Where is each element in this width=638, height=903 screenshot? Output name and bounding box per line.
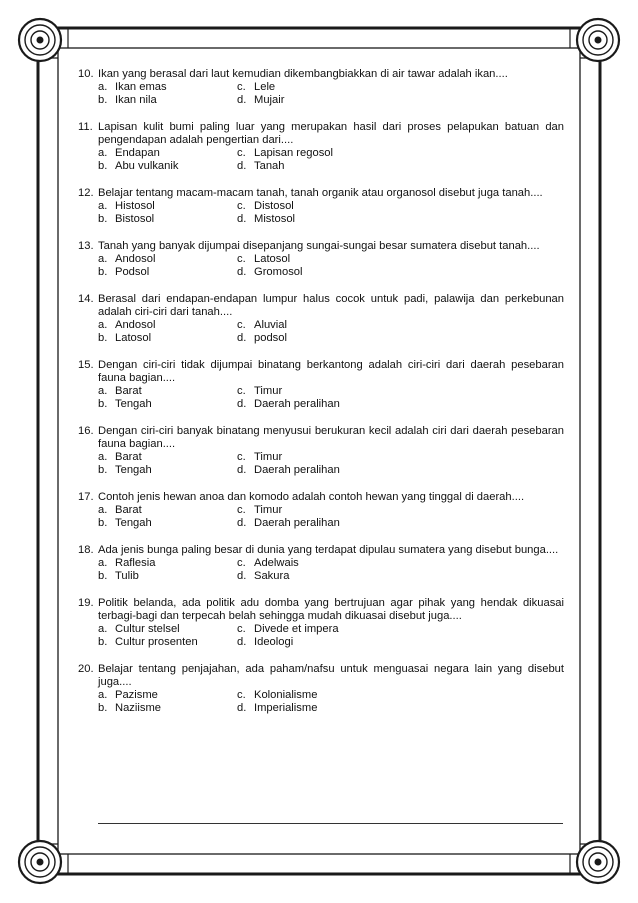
option-text: Abu vulkanik <box>115 160 179 172</box>
answer-options <box>98 451 564 477</box>
question-text: Ada jenis bunga paling besar di dunia yang terdapat dipulau sumatera yang disebut bunga.... <box>98 544 559 556</box>
question-text: Lapisan kulit bumi paling luar yang merupakan hasil dari proses pelapukan batuan dan pengendapan adalah pengertian dari.... <box>98 121 564 146</box>
bottom-rule <box>98 823 563 824</box>
answer-options <box>98 504 564 530</box>
answer-option <box>98 702 237 715</box>
option-text: Gromosol <box>254 266 303 278</box>
option-text: Endapan <box>115 147 160 159</box>
option-letter: d. <box>237 398 247 410</box>
option-text: Tengah <box>115 464 152 476</box>
answer-options <box>98 623 564 649</box>
answer-option <box>237 200 294 213</box>
option-text: Divede et impera <box>254 623 339 635</box>
answer-options <box>98 147 564 173</box>
question-text: Tanah yang banyak dijumpai disepanjang sungai-sungai besar sumatera disebut tanah.... <box>98 240 540 252</box>
option-text: Tanah <box>254 160 285 172</box>
option-text: Latosol <box>254 253 291 265</box>
option-text: podsol <box>254 332 287 344</box>
answer-option <box>237 517 340 530</box>
option-letter: b. <box>98 702 108 714</box>
option-letter: a. <box>98 451 108 463</box>
answer-option <box>98 200 237 213</box>
option-text: Pazisme <box>115 689 158 701</box>
answer-option <box>237 636 293 649</box>
option-letter: b. <box>98 464 108 476</box>
option-text: Lele <box>254 81 276 93</box>
option-letter: c. <box>237 504 246 516</box>
option-text: Cultur stelsel <box>115 623 180 635</box>
answer-option <box>237 385 282 398</box>
option-letter: c. <box>237 147 246 159</box>
answer-options <box>98 319 564 345</box>
answer-option <box>237 504 282 517</box>
option-letter: d. <box>237 464 247 476</box>
answer-option <box>98 623 237 636</box>
option-letter: a. <box>98 81 108 93</box>
option-letter: d. <box>237 517 247 529</box>
answer-option <box>237 623 339 636</box>
option-text: Tulib <box>115 570 139 582</box>
answer-option <box>98 398 237 411</box>
question-item <box>78 293 564 345</box>
answer-option <box>98 319 237 332</box>
option-letter: b. <box>98 266 108 278</box>
option-letter: d. <box>237 266 247 278</box>
option-letter: a. <box>98 623 108 635</box>
question-number: 12. <box>78 187 94 199</box>
option-text: Histosol <box>115 200 155 212</box>
question-text: Berasal dari endapan-endapan lumpur halus cocok untuk padi, palawija dan perkebunan adalah ciri-ciri dari tanah.... <box>98 293 564 318</box>
option-letter: c. <box>237 451 246 463</box>
option-letter: c. <box>237 253 246 265</box>
answer-option <box>237 253 290 266</box>
option-letter: d. <box>237 702 247 714</box>
answer-option <box>98 213 237 226</box>
answer-option <box>237 398 340 411</box>
question-number: 16. <box>78 425 94 437</box>
question-number: 13. <box>78 240 94 252</box>
answer-option <box>98 504 237 517</box>
question-item <box>78 491 564 530</box>
option-text: Ikan emas <box>115 81 167 93</box>
option-text: Kolonialisme <box>254 689 318 701</box>
option-text: Aluvial <box>254 319 287 331</box>
option-letter: a. <box>98 557 108 569</box>
answer-option <box>98 517 237 530</box>
answer-option <box>98 253 237 266</box>
option-text: Daerah peralihan <box>254 517 340 529</box>
option-text: Naziisme <box>115 702 162 714</box>
question-number: 14. <box>78 293 94 305</box>
answer-option <box>237 557 299 570</box>
option-text: Tengah <box>115 398 152 410</box>
option-text: Lapisan regosol <box>254 147 333 159</box>
option-text: Timur <box>254 385 283 397</box>
question-text: Politik belanda, ada politik adu domba yang bertrujuan agar pihak yang hendak dikuasai terbagi-bagi dan terpecah belah sehingga mudah dikuasai disebut juga.... <box>98 597 564 622</box>
question-item <box>78 68 564 107</box>
option-text: Imperialisme <box>254 702 318 714</box>
corner-ornament-top-left <box>19 19 61 61</box>
answer-option <box>237 94 284 107</box>
question-number: 11. <box>78 121 93 133</box>
question-item <box>78 121 564 173</box>
answer-option <box>237 570 289 583</box>
answer-option <box>98 464 237 477</box>
option-letter: c. <box>237 319 246 331</box>
option-text: Mistosol <box>254 213 296 225</box>
option-letter: d. <box>237 636 247 648</box>
question-list <box>78 68 564 729</box>
answer-option <box>98 147 237 160</box>
question-number: 15. <box>78 359 94 371</box>
option-letter: d. <box>237 332 247 344</box>
answer-options <box>98 200 564 226</box>
question-text: Belajar tentang penjajahan, ada paham/nafsu untuk menguasai negara lain yang disebut juga.... <box>98 663 564 688</box>
option-text: Ideologi <box>254 636 294 648</box>
option-text: Bistosol <box>115 213 155 225</box>
question-item <box>78 425 564 477</box>
answer-option <box>237 464 340 477</box>
option-letter: b. <box>98 398 108 410</box>
answer-option <box>237 266 303 279</box>
option-letter: a. <box>98 385 108 397</box>
answer-option <box>98 451 237 464</box>
answer-option <box>237 81 275 94</box>
answer-option <box>237 160 284 173</box>
answer-options <box>98 385 564 411</box>
option-text: Barat <box>115 385 142 397</box>
question-number: 19. <box>78 597 94 609</box>
answer-option <box>237 451 282 464</box>
answer-option <box>237 319 287 332</box>
answer-option <box>98 266 237 279</box>
option-letter: a. <box>98 319 108 331</box>
option-text: Barat <box>115 504 142 516</box>
question-item <box>78 544 564 583</box>
answer-option <box>98 385 237 398</box>
option-letter: b. <box>98 160 108 172</box>
option-text: Tengah <box>115 517 152 529</box>
option-text: Cultur prosenten <box>115 636 198 648</box>
answer-options <box>98 253 564 279</box>
question-item <box>78 240 564 279</box>
option-letter: b. <box>98 94 108 106</box>
corner-ornament-top-right <box>577 19 619 61</box>
answer-option <box>237 702 317 715</box>
answer-options <box>98 689 564 715</box>
option-letter: c. <box>237 689 246 701</box>
answer-options <box>98 557 564 583</box>
option-letter: c. <box>237 385 246 397</box>
option-text: Podsol <box>115 266 150 278</box>
option-text: Ikan nila <box>115 94 157 106</box>
corner-ornament-bottom-right <box>577 841 619 883</box>
option-letter: a. <box>98 200 108 212</box>
question-text: Dengan ciri-ciri tidak dijumpai binatang berkantong adalah ciri-ciri dari daerah pesebaran fauna bagian.... <box>98 359 564 384</box>
answer-option <box>98 689 237 702</box>
option-letter: a. <box>98 147 108 159</box>
answer-option <box>237 689 317 702</box>
answer-option <box>98 160 237 173</box>
answer-option <box>98 636 237 649</box>
question-item <box>78 359 564 411</box>
option-text: Barat <box>115 451 142 463</box>
option-text: Mujair <box>254 94 285 106</box>
option-text: Daerah peralihan <box>254 464 340 476</box>
answer-option <box>98 81 237 94</box>
question-text: Ikan yang berasal dari laut kemudian dikembangbiakkan di air tawar adalah ikan.... <box>98 68 508 80</box>
option-text: Andosol <box>115 253 156 265</box>
option-letter: b. <box>98 570 108 582</box>
option-text: Timur <box>254 504 283 516</box>
option-letter: a. <box>98 253 108 265</box>
option-letter: c. <box>237 557 246 569</box>
option-text: Sakura <box>254 570 290 582</box>
question-item <box>78 187 564 226</box>
answer-option <box>98 94 237 107</box>
question-number: 10. <box>78 68 94 80</box>
option-text: Andosol <box>115 319 156 331</box>
question-item <box>78 663 564 715</box>
corner-ornament-bottom-left <box>19 841 61 883</box>
question-text: Contoh jenis hewan anoa dan komodo adalah contoh hewan yang tinggal di daerah.... <box>98 491 525 503</box>
option-letter: d. <box>237 160 247 172</box>
option-letter: c. <box>237 623 246 635</box>
option-letter: b. <box>98 213 108 225</box>
question-number: 20. <box>78 663 94 675</box>
option-text: Latosol <box>115 332 152 344</box>
answer-option <box>98 570 237 583</box>
option-letter: b. <box>98 332 108 344</box>
option-text: Raflesia <box>115 557 156 569</box>
option-letter: c. <box>237 200 246 212</box>
option-letter: a. <box>98 689 108 701</box>
option-letter: d. <box>237 570 247 582</box>
option-text: Timur <box>254 451 283 463</box>
answer-option <box>237 332 287 345</box>
option-text: Adelwais <box>254 557 299 569</box>
option-letter: b. <box>98 517 108 529</box>
question-text: Belajar tentang macam-macam tanah, tanah organik atau organosol disebut juga tanah.... <box>98 187 543 199</box>
option-text: Distosol <box>254 200 294 212</box>
answer-option <box>98 332 237 345</box>
option-letter: a. <box>98 504 108 516</box>
answer-option <box>237 147 333 160</box>
answer-option <box>237 213 295 226</box>
option-letter: d. <box>237 213 247 225</box>
question-item <box>78 597 564 649</box>
question-number: 17. <box>78 491 94 503</box>
question-number: 18. <box>78 544 94 556</box>
question-text: Dengan ciri-ciri banyak binatang menyusui berukuran kecil adalah ciri dari daerah pesebaran fauna bagian.... <box>98 425 564 450</box>
answer-options <box>98 81 564 107</box>
answer-option <box>98 557 237 570</box>
option-letter: d. <box>237 94 247 106</box>
option-text: Daerah peralihan <box>254 398 340 410</box>
option-letter: c. <box>237 81 246 93</box>
option-letter: b. <box>98 636 108 648</box>
